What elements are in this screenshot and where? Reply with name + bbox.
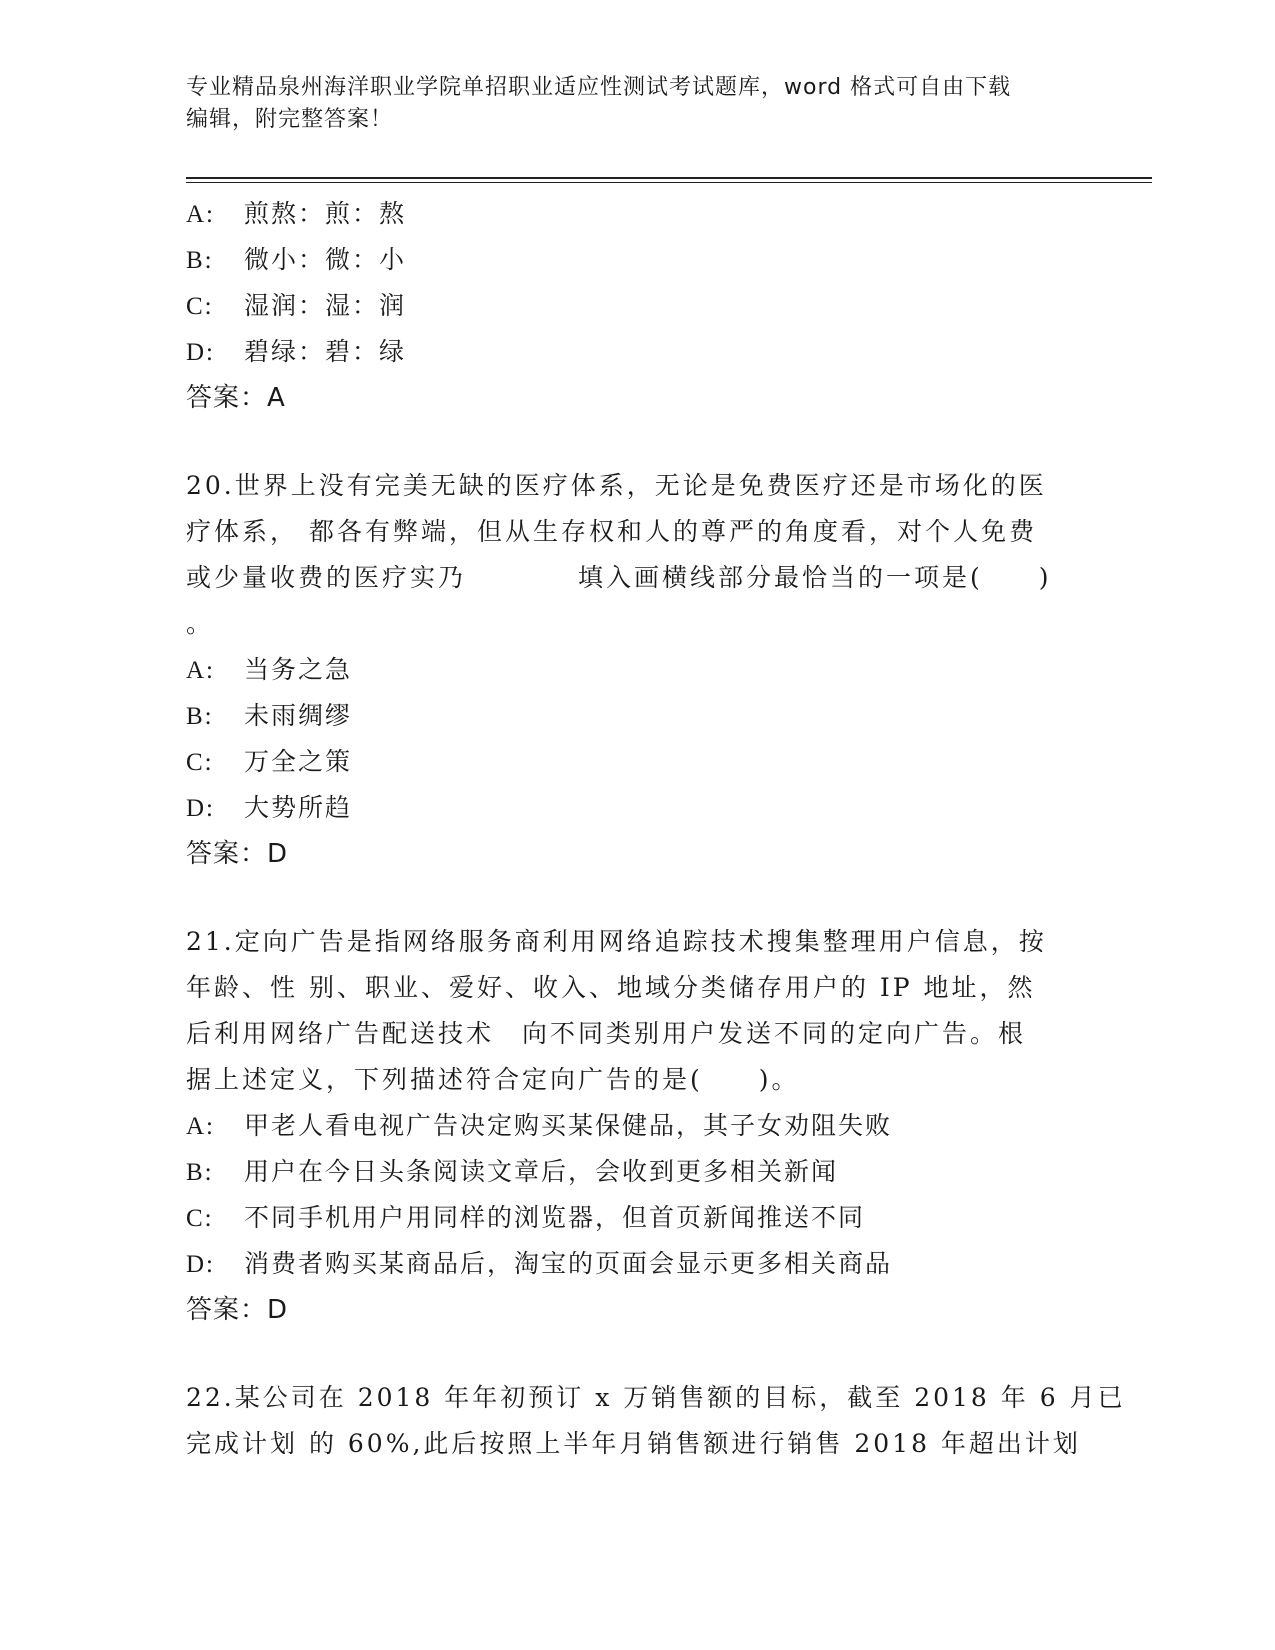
option-text: 微小：微：小 [244,245,407,274]
option-label: A: [186,657,215,684]
option-label: C: [186,749,214,776]
question-19 [186,191,1086,421]
option-text: 用户在今日头条阅读文章后，会收到更多相关新闻 [244,1157,839,1186]
option-text: 万全之策 [244,747,353,776]
option-text: 甲老人看电视广告决定购买某保健品，其子女劝阻失败 [244,1111,893,1140]
question-line: 21.定向广告是指网络服务商利用网络追踪技术搜集整理用户信息，按 [186,927,1047,956]
question-line: 完成计划 的 60%,此后按照上半年月销售额进行销售 2018 年超出计划 [186,1429,1081,1458]
question-text [186,463,1086,647]
question-line: 22.某公司在 2018 年年初预订 x 万销售额的目标，截至 2018 年 6 月已 [186,1383,1126,1412]
option-label: D: [186,1251,215,1278]
option-a [186,1103,1086,1149]
option-text: 煎熬：煎：熬 [244,199,407,228]
option-label: D: [186,339,215,366]
option-label: B: [186,247,214,274]
question-21 [186,919,1086,1333]
option-text: 不同手机用户用同样的浏览器，但首页新闻推送不同 [244,1203,866,1232]
option-label: A: [186,201,215,228]
option-text: 湿润：湿：润 [244,291,407,320]
option-text: 未雨绸缪 [244,701,353,730]
option-b [186,1149,1086,1195]
option-text: 碧绿：碧：绿 [244,337,407,366]
question-line: 或少量收费的医疗实乃 填入画横线部分最恰当的一项是( ) [186,563,1052,592]
option-label: D: [186,795,215,822]
question-text [186,919,1086,1103]
option-c [186,1195,1086,1241]
question-line: 后利用网络广告配送技术 向不同类别用户发送不同的定向广告。根 [186,1019,1027,1048]
answer-line: 答案：A [186,383,286,413]
option-label: C: [186,293,214,320]
option-label: B: [186,703,214,730]
question-line: 疗体系， 都各有弊端，但从生存权和人的尊严的角度看，对个人免费 [186,517,1037,546]
spacer [186,421,1086,463]
option-label: C: [186,1205,214,1232]
document-body [186,191,1126,1467]
spacer [186,1333,1086,1375]
option-text: 消费者购买某商品后，淘宝的页面会显示更多相关商品 [244,1249,893,1278]
option-a [186,647,1086,693]
option-label: A: [186,1113,215,1140]
spacer [186,877,1086,919]
header-divider-thick [186,177,1152,179]
question-line: 据上述定义，下列描述符合定向广告的是( )。 [186,1065,800,1094]
option-text: 大势所趋 [244,793,353,822]
option-b [186,693,1086,739]
question-text [186,1375,1126,1467]
option-text: 当务之急 [244,655,353,684]
question-line: 20.世界上没有完美无缺的医疗体系，无论是免费医疗还是市场化的医 [186,471,1047,500]
option-c [186,739,1086,785]
question-line: 年龄、性 别、职业、爱好、收入、地域分类储存用户的 IP 地址，然 [186,973,1036,1002]
document-header [186,72,1066,136]
option-d [186,329,1086,375]
option-label: B: [186,1159,214,1186]
header-line-1: 专业精品泉州海洋职业学院单招职业适应性测试考试题库，word 格式可自由下载 [186,75,1012,100]
question-line: 。 [186,609,215,638]
option-c [186,283,1086,329]
option-a [186,191,1086,237]
option-d [186,1241,1086,1287]
option-d [186,785,1086,831]
question-20 [186,463,1086,877]
answer-line: 答案：D [186,1295,289,1325]
header-line-2: 编辑，附完整答案！ [186,107,394,132]
header-divider-thin [186,182,1152,183]
option-b [186,237,1086,283]
question-22 [186,1375,1126,1467]
answer-line: 答案：D [186,839,289,869]
